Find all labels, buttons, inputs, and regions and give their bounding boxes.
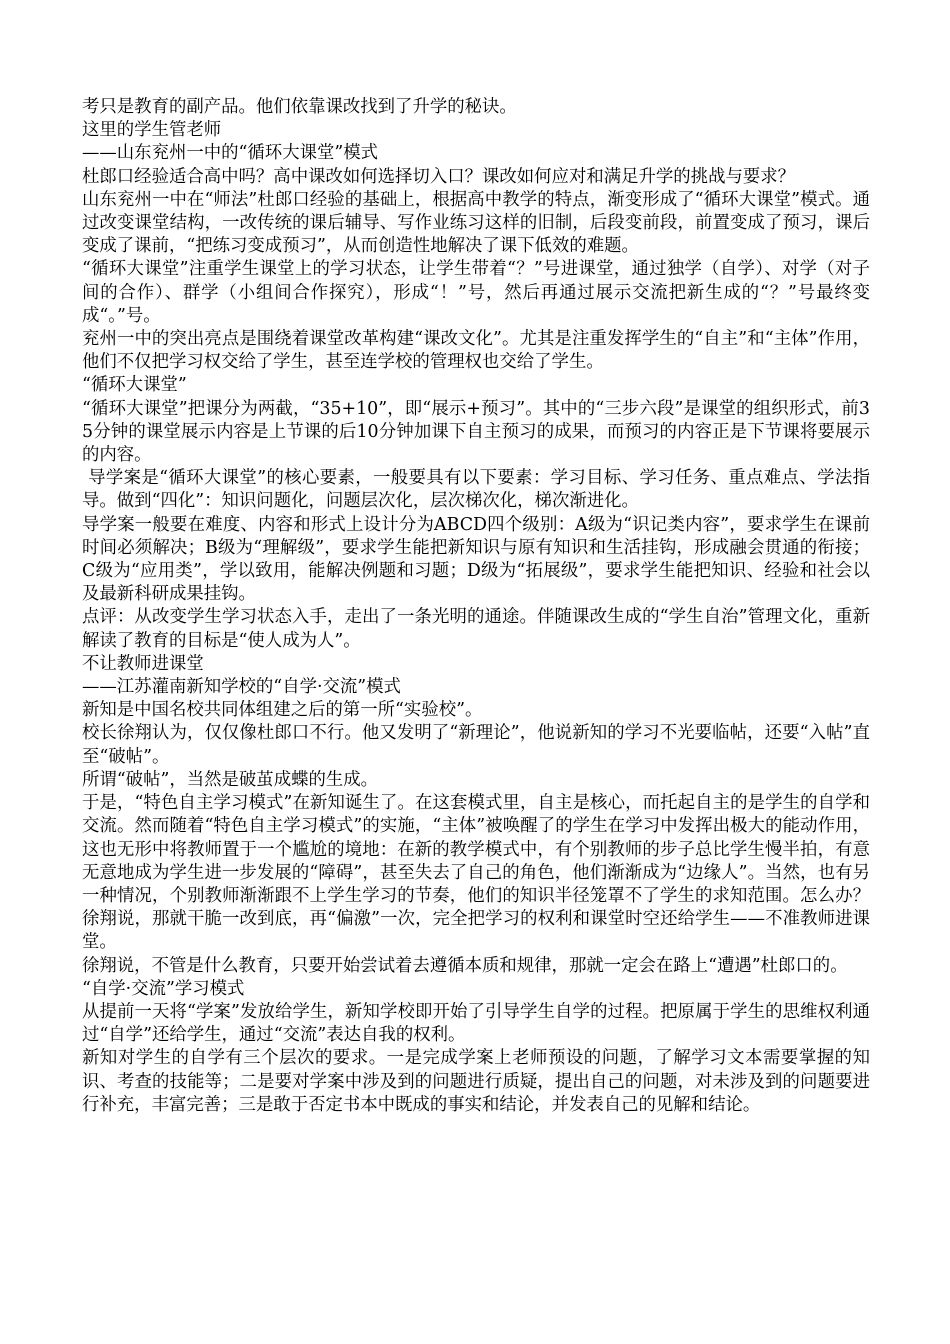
paragraph: 于是，“特色自主学习模式”在新知诞生了。在这套模式里，自主是核心，而托起自主的是学生的自学和交流。然而随着“特色自主学习模式”的实施，“主体”被唤醒了的学生在学习中发挥出极大的能动作用，这也无形中将教师置于一个尴尬的境地：在新的教学模式中，有个别教师的步子总比学生慢半拍，有意无意地成为学生进一步发展的“障碍”，甚至失去了自己的角色，他们渐渐成为“边缘人”。当然，也有另一种情况，个别教师渐渐跟不上学生学习的节奏，他们的知识半径笼罩不了学生的求知范围。怎么办？徐翔说，那就干脆一改到底，再“偏激”一次，完全把学习的权利和课堂时空还给学生——不准教师进课堂。 bbox=[82, 793, 870, 953]
paragraph: 山东兖州一中在“师法”杜郎口经验的基础上，根据高中教学的特点，渐变形成了“循环大课堂”模式。通过改变课堂结构，一改传统的课后辅导、写作业练习这样的旧制，后段变前段，前置变成了预习，课后变成了课前，“把练习变成预习”，从而创造性地解决了课下低效的难题。 bbox=[82, 189, 870, 257]
paragraph: “循环大课堂”把课分为两截，“35+10”，即“展示+预习”。其中的“三步六段”是课堂的组织形式，前35分钟的课堂展示内容是上节课的后10分钟加课下自主预习的成果，而预习的内容正是下节课将要展示的内容。 bbox=[82, 398, 870, 466]
paragraph: 导学案一般要在难度、内容和形式上设计分为ABCD四个级别：A级为“识记类内容”，要求学生在课前时间必须解决；B级为“理解级”，要求学生能把新知识与原有知识和生活挂钩，形成融会贯通的衔接；C级为“应用类”，学以致用，能解决例题和习题；D级为“拓展级”，要求学生能把知识、经验和社会以及最新科研成果挂钩。 bbox=[82, 514, 870, 605]
paragraph: 从提前一天将“学案”发放给学生，新知学校即开始了引导学生自学的过程。把原属于学生的思维权利通过“自学”还给学生，通过“交流”表达自我的权利。 bbox=[82, 1001, 870, 1046]
paragraph: 徐翔说，不管是什么教育，只要开始尝试着去遵循本质和规律，那就一定会在路上“遭遇”杜郎口的。 bbox=[82, 955, 848, 976]
section-subheading: ——山东兖州一中的“循环大课堂”模式 bbox=[82, 143, 379, 164]
paragraph: 考只是教育的副产品。他们依靠课改找到了升学的秘诀。 bbox=[82, 97, 517, 117]
paragraph: 新知对学生的自学有三个层次的要求。一是完成学案上老师预设的问题，了解学习文本需要掌握的知识、考查的技能等；二是要对学案中涉及到的问题进行质疑，提出自己的问题，对未涉及到的问题要进行补充，丰富完善；三是敢于否定书本中既成的事实和结论，并发表自己的见解和结论。 bbox=[82, 1048, 870, 1115]
section-heading: “自学·交流”学习模式 bbox=[82, 978, 245, 999]
section-heading: 不让教师进课堂 bbox=[82, 653, 204, 674]
paragraph: 校长徐翔认为，仅仅像杜郎口不行。他又发明了“新理论”，他说新知的学习不光要临帖，还要“入帖”直至“破帖”。 bbox=[82, 723, 870, 767]
section-subheading: ——江苏灌南新知学校的“自学·交流”模式 bbox=[82, 677, 401, 698]
paragraph: 新知是中国名校共同体组建之后的第一所“实验校”。 bbox=[82, 700, 483, 721]
paragraph: 导学案是“循环大课堂”的核心要素，一般要具有以下要素：学习目标、学习任务、重点难点、学法指导。做到“四化”：知识问题化，问题层次化，层次梯次化，梯次渐进化。 bbox=[82, 468, 870, 512]
document-body bbox=[82, 96, 870, 1117]
commentary-paragraph: 点评：从改变学生学习状态入手，走出了一条光明的通途。伴随课改生成的“学生自治”管理文化，重新解读了教育的目标是“使人成为人”。 bbox=[82, 607, 870, 651]
paragraph: 杜郎口经验适合高中吗？高中课改如何选择切入口？课改如何应对和满足升学的挑战与要求？ bbox=[82, 166, 796, 187]
section-heading: “循环大课堂” bbox=[82, 375, 187, 396]
paragraph: 兖州一中的突出亮点是围绕着课堂改革构建“课改文化”。尤其是注重发挥学生的“自主”和“主体”作用，他们不仅把学习权交给了学生，甚至连学校的管理权也交给了学生。 bbox=[82, 329, 870, 373]
paragraph: 所谓“破帖”，当然是破茧成蝶的生成。 bbox=[82, 769, 379, 790]
section-heading: 这里的学生管老师 bbox=[82, 120, 222, 141]
paragraph: “循环大课堂”注重学生课堂上的学习状态，让学生带着“？”号进课堂，通过独学（自学）、对学（对子间的合作）、群学（小组间合作探究），形成“！”号，然后再通过展示交流把新生成的“？”号最终变成“。”号。 bbox=[82, 259, 870, 326]
